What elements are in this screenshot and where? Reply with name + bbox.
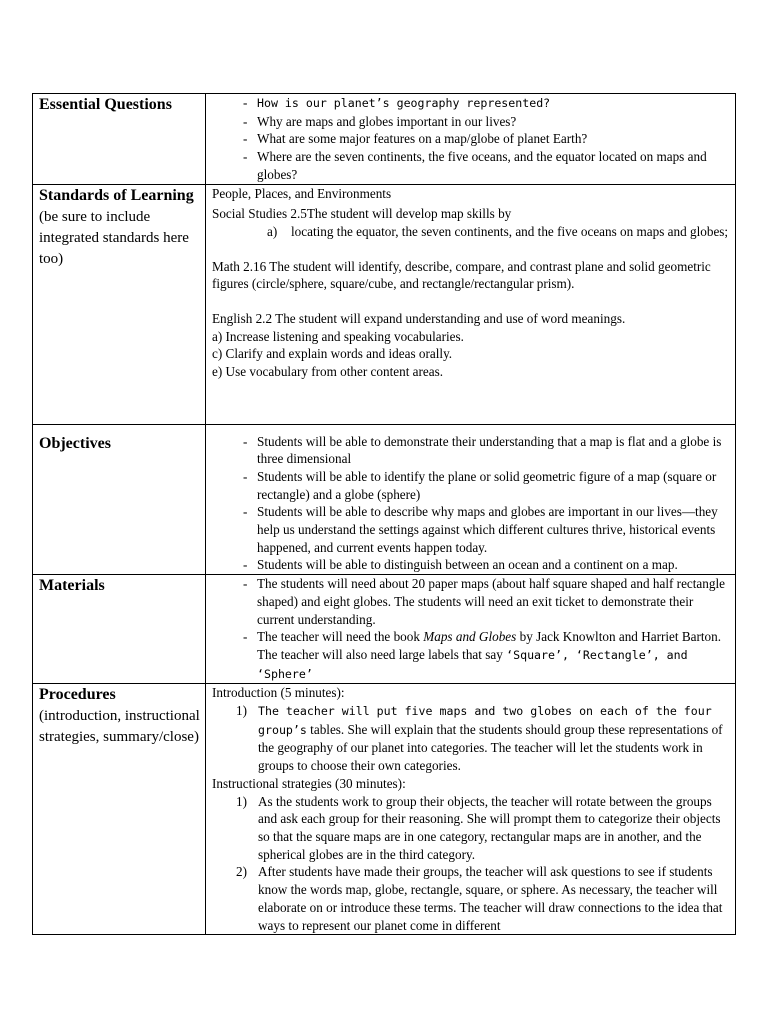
list-item: - Where are the seven continents, the five oceans, and the equator located on maps and globes?: [228, 148, 731, 183]
list-item: - Students will be able to describe why maps and globes are important in our lives—they help us understand the settings against which different cultures thrive, historical events happened, and current events happen today.: [228, 503, 731, 556]
row-procedures: [33, 684, 736, 935]
label-cell: [33, 684, 206, 935]
row-materials: [33, 575, 736, 684]
list-item: 1) As the students work to group their objects, the teacher will rotate between the groups and ask each group for their reasoning. She will prompt them to categorize their objects so that the square maps are in one category, rectangular maps are in another, and the spherical globes are in the third category.: [236, 793, 721, 862]
list-item: - Why are maps and globes important in our lives?: [228, 113, 731, 131]
row-label: Procedures: [39, 686, 116, 704]
list-item: - The teacher will need the book Maps and Globes by Jack Knowlton and Harriet Barton. The teacher will also need large labels that say ‘Square’, ‘Rectangle’, and ‘Sphere’: [228, 628, 731, 683]
label-cell: [33, 94, 206, 185]
row-standards: [33, 184, 736, 424]
materials-list: [212, 575, 731, 683]
list-item: - The students will need about 20 paper maps (about half square shaped and half rectangle shaped) and eight globes. The students will need an exit ticket to demonstrate their current understanding.: [228, 575, 731, 628]
list-item: - Students will be able to demonstrate their understanding that a map is flat and a globe is three dimensional: [228, 433, 731, 468]
list-item: 1) The teacher will put five maps and two globes on each of the four group’s tables. She will explain that the students should group these representations of the geography of our planet into categories. The teacher will let the students work in groups to choose their own categories.: [236, 703, 723, 774]
list-item: - Students will be able to distinguish between an ocean and a continent on a map.: [228, 556, 731, 574]
standard-social-studies: Social Studies 2.5The student will develop map skills by: [212, 206, 512, 222]
standard-sub-item: c) Clarify and explain words and ideas orally.: [212, 346, 453, 362]
standard-sub-item: a) Increase listening and speaking vocabularies.: [212, 328, 464, 344]
row-label: Materials: [39, 577, 105, 595]
standard-math: Math 2.16 The student will identify, describe, compare, and contrast plane and solid geometric figures (circle/sphere, square/cube, and rectangle/rectangular prism).: [212, 258, 711, 292]
row-essential-questions: [33, 94, 736, 185]
standard-sub-item: e) Use vocabulary from other content areas.: [212, 364, 444, 380]
label-cell: [33, 575, 206, 684]
list-item: 2) After students have made their groups, the teacher will ask questions to see if students know the words map, globe, rectangle, square, or sphere. As necessary, the teacher will elaborate on or introduce these terms. The teacher will draw connections to the idea that ways to represent our planet come in different: [236, 864, 723, 933]
section-heading: Introduction (5 minutes):: [212, 685, 345, 701]
list-item: - How is our planet’s geography represented?: [228, 94, 731, 113]
row-objectives: [33, 424, 736, 575]
book-title: Maps and Globes: [423, 629, 517, 645]
list-item: - What are some major features on a map/globe of planet Earth?: [228, 130, 731, 148]
instruction-steps: [212, 793, 731, 935]
objective-list: [212, 433, 731, 575]
content-cell: [206, 94, 736, 185]
content-cell: [206, 184, 736, 424]
lesson-plan-table: [32, 93, 736, 935]
row-label: Essential Questions: [39, 96, 172, 113]
standard-sub-item: a) locating the equator, the seven continents, and the five oceans on maps and globes;: [267, 223, 729, 239]
row-label-note: (introduction, instructional strategies, summary/close): [39, 708, 200, 746]
standard-heading: People, Places, and Environments: [212, 185, 392, 201]
standard-english: English 2.2 The student will expand understanding and use of word meanings.: [212, 311, 626, 327]
label-cell: [33, 184, 206, 424]
content-cell: [206, 684, 736, 935]
section-heading: Instructional strategies (30 minutes):: [212, 775, 406, 791]
content-cell: [206, 424, 736, 575]
list-item: - Students will be able to identify the plane or solid geometric figure of a map (square or rectangle) and a globe (sphere): [228, 468, 731, 503]
intro-steps: [212, 702, 731, 775]
label-cell: [33, 424, 206, 575]
row-label: Objectives: [39, 434, 111, 452]
question-list: [212, 94, 731, 184]
content-cell: [206, 575, 736, 684]
row-label: Standards of Learning: [39, 186, 194, 204]
row-label-note: (be sure to include integrated standards here too): [39, 208, 189, 267]
